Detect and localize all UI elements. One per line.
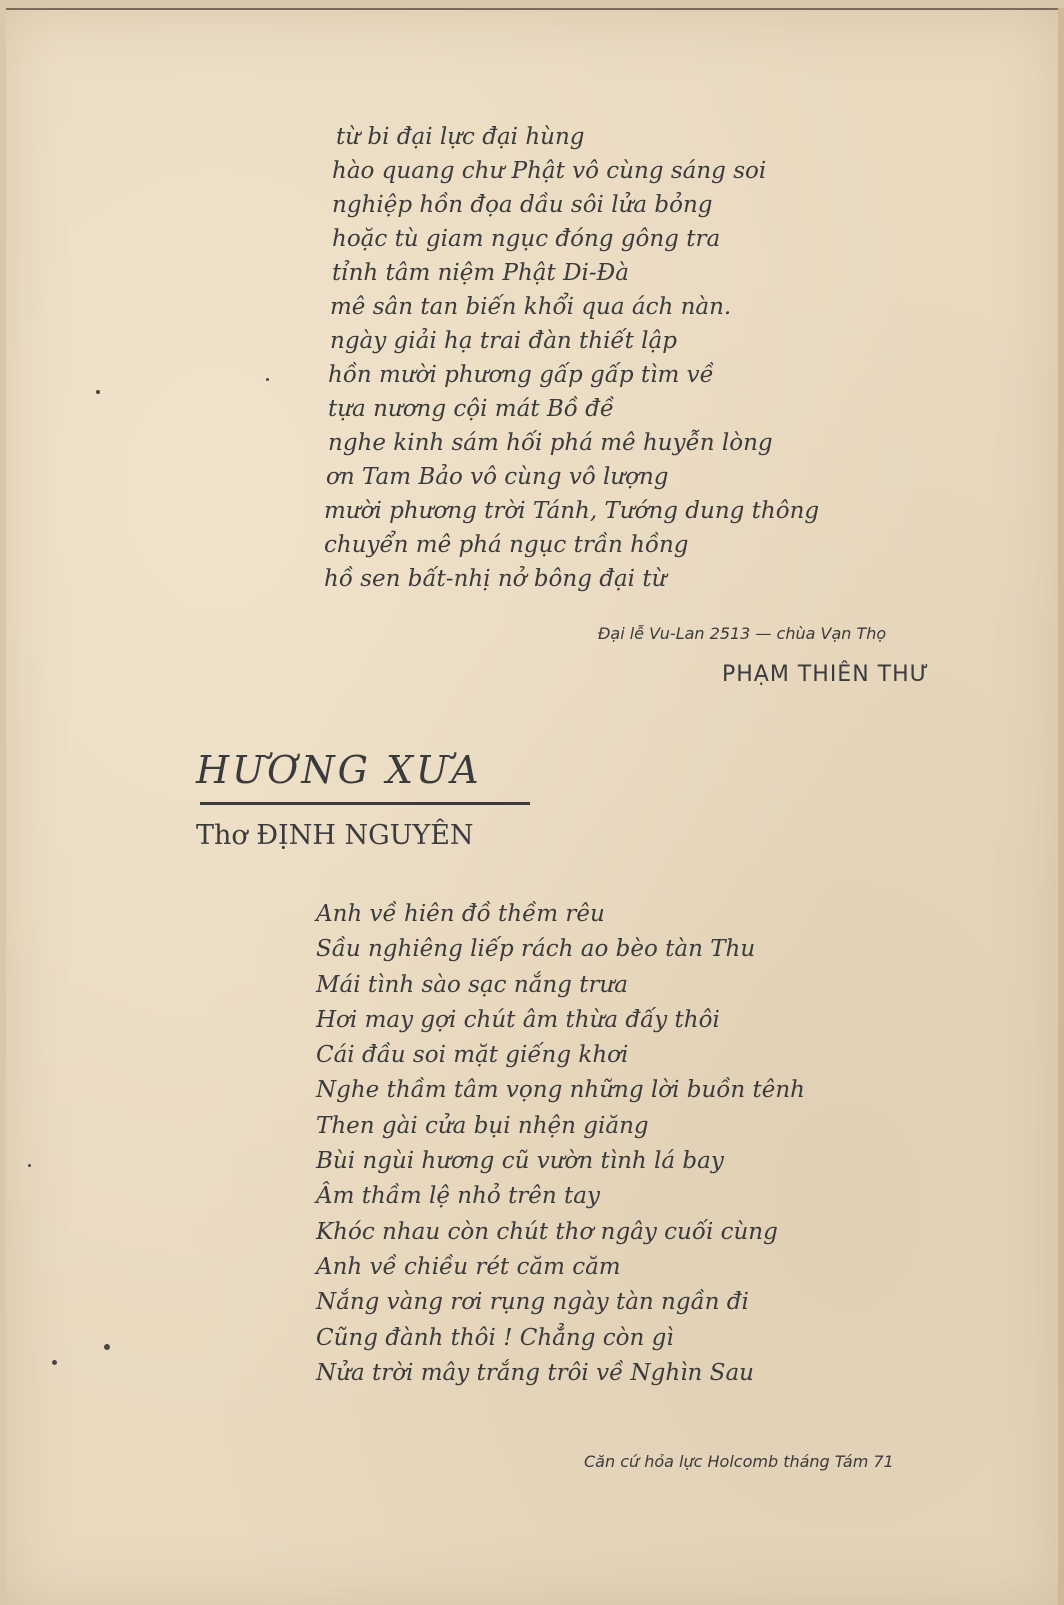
poem-line: Sầu nghiêng liếp rách ao bèo tàn Thu: [316, 936, 756, 963]
poem-line: Âm thầm lệ nhỏ trên tay: [316, 1183, 600, 1210]
poem-line: Cũng đành thôi ! Chẳng còn gì: [316, 1324, 674, 1351]
poem-line: hoặc tù giam ngục đóng gông tra: [332, 226, 721, 252]
poem-line: Khóc nhau còn chút thơ ngây cuối cùng: [316, 1218, 778, 1245]
poem-line: hồ sen bất-nhị nở bông đại từ: [324, 566, 667, 592]
poem-title: HƯƠNG XƯA: [196, 748, 482, 792]
poem-line: Anh về hiên đồ thềm rêu: [316, 901, 605, 927]
poem-line: nghe kinh sám hối phá mê huyễn lòng: [328, 430, 773, 456]
poem-line: từ bi đại lực đại hùng: [336, 124, 585, 150]
poem-byline: Thơ ĐỊNH NGUYÊN: [196, 820, 474, 851]
poem-line: ngày giải hạ trai đàn thiết lập: [330, 328, 677, 354]
paper-speck: [96, 390, 100, 394]
poem-line: Mái tình sào sạc nắng trưa: [316, 971, 628, 998]
poem-line: hào quang chư Phật vô cùng sáng soi: [332, 158, 767, 184]
poem-line: Cái đầu soi mặt giếng khơi: [316, 1042, 629, 1069]
paper-speck: [104, 1344, 110, 1350]
dedication-bottom: Căn cứ hỏa lực Holcomb tháng Tám 71: [584, 1452, 894, 1471]
dedication-top: Đại lễ Vu-Lan 2513 — chùa Vạn Thọ: [598, 624, 887, 643]
poem-line: hồn mười phương gấp gấp tìm về: [328, 362, 714, 388]
poem-line: Hơi may gợi chút âm thừa đấy thôi: [316, 1006, 720, 1033]
paper-speck: [266, 378, 269, 381]
poem-line: Anh về chiều rét căm căm: [316, 1253, 621, 1280]
poem-line: Nửa trời mây trắng trôi về Nghìn Sau: [316, 1359, 754, 1386]
poem-line: ơn Tam Bảo vô cùng vô lượng: [326, 464, 669, 490]
poem-line: nghiệp hồn đọa dầu sôi lửa bỏng: [332, 192, 713, 218]
poem-line: chuyển mê phá ngục trần hồng: [324, 532, 689, 558]
author-name: PHẠM THIÊN THƯ: [722, 662, 930, 687]
poem-line: tựa nương cội mát Bồ đề: [328, 396, 615, 422]
poem-line: Bùi ngùi hương cũ vườn tình lá bay: [316, 1148, 724, 1175]
paper-speck: [28, 1164, 31, 1167]
poem-bottom: [316, 897, 805, 1391]
poem-top: [324, 120, 831, 596]
poem-line: Then gài cửa bụi nhện giăng: [316, 1112, 649, 1139]
poem-line: mê sân tan biến khổi qua ách nàn.: [330, 294, 732, 320]
paper-speck: [52, 1360, 57, 1365]
poem-line: tỉnh tâm niệm Phật Di-Đà: [332, 260, 629, 286]
poem-line: mười phương trời Tánh, Tướng dung thông: [324, 498, 820, 524]
poem-line: Nắng vàng rơi rụng ngày tàn ngần đi: [316, 1289, 749, 1316]
title-underline: [200, 802, 530, 805]
page-right-edge: [1058, 8, 1064, 1605]
poem-line: Nghe thầm tâm vọng những lời buồn tênh: [316, 1077, 805, 1104]
